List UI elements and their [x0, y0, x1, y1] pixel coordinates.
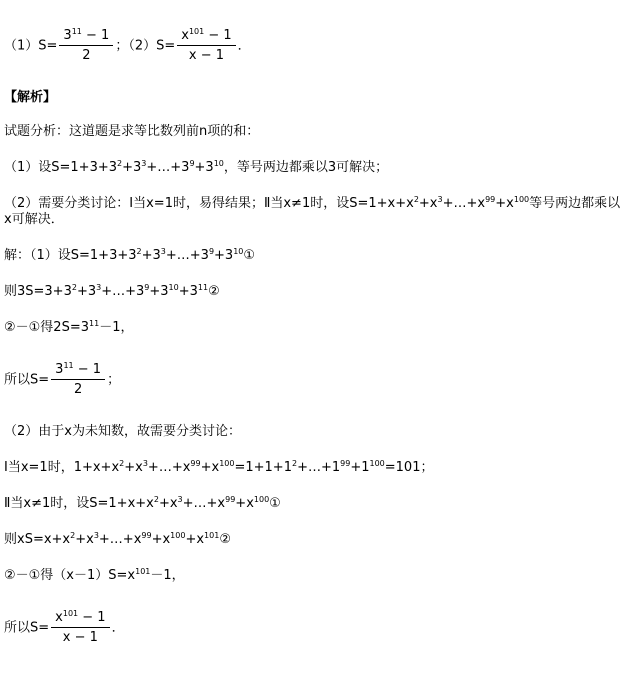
solution-fraction-1: $\frac{3^{11} - 1}{2}$: [51, 362, 105, 398]
answer-fraction-1: $\frac{3^{11} - 1}{2}$: [59, 28, 113, 64]
answer-part1-label: （1）S=: [4, 38, 58, 54]
analysis-step-2: （2）需要分类讨论：Ⅰ当x=1时，易得结果；Ⅱ当x≠1时，设$S=1+x+x^2+x^3+\dots+x^{99}+x^{100}$等号两边都乘以x可解决．: [4, 195, 621, 227]
answer-line: （1）S= $\frac{3^{11} - 1}{2}$ ；（2）S= $\frac{x^{101} - 1}{x - 1}$ ．: [4, 27, 251, 63]
answer-fraction-2: $\frac{x^{101} - 1}{x - 1}$: [177, 28, 235, 64]
solution-part2-line-4: ②－①得$(x-1)S=x^{101}-1$，: [4, 567, 185, 583]
solution-part2-intro: （2）由于x为未知数，故需要分类讨论：: [4, 424, 241, 439]
solution-part2-line-3: 则$xS=x+x^2+x^3+\dots+x^{99}+x^{100}+x^{101}②$: [4, 531, 231, 547]
solution-fraction-2: $\frac{x^{101} - 1}{x - 1}$: [51, 610, 109, 646]
solution-part2-line-5: 所以S= $\frac{x^{101} - 1}{x - 1}$ ．: [4, 609, 125, 645]
solution-line-1: 解：（1）设$S=1+3+3^2+3^3+\dots+3^9+3^{10}①$: [4, 247, 256, 263]
solution-part2-line-1: Ⅰ当x=1时，$1+x+x^2+x^3+\dots+x^{99}+x^{100}=1+1+1^2+\dots+1^{99}+1^{100}=101$；: [4, 459, 434, 475]
answer-separator: ；（2）S=: [115, 38, 176, 54]
analysis-heading: 【解析】: [4, 90, 57, 105]
analysis-intro: 试题分析：这道题是求等比数列前n项的和：: [4, 124, 260, 139]
solution-line-4: 所以S= $\frac{3^{11} - 1}{2}$ ；: [4, 361, 121, 397]
solution-line-3: ②－①得$2S=3^{11}-1$，: [4, 319, 134, 335]
analysis-step-1: （1）设$S=1+3+3^2+3^3+\dots+3^9+3^{10}$，等号两边都乘以3可解决；: [4, 159, 389, 175]
solution-part2-line-2: Ⅱ当x≠1时，设$S=1+x+x^2+x^3+\dots+x^{99}+x^{100}①$: [4, 495, 281, 511]
solution-line-2: 则$3S=3+3^2+3^3+\dots+3^9+3^{10}+3^{11}②$: [4, 283, 220, 299]
